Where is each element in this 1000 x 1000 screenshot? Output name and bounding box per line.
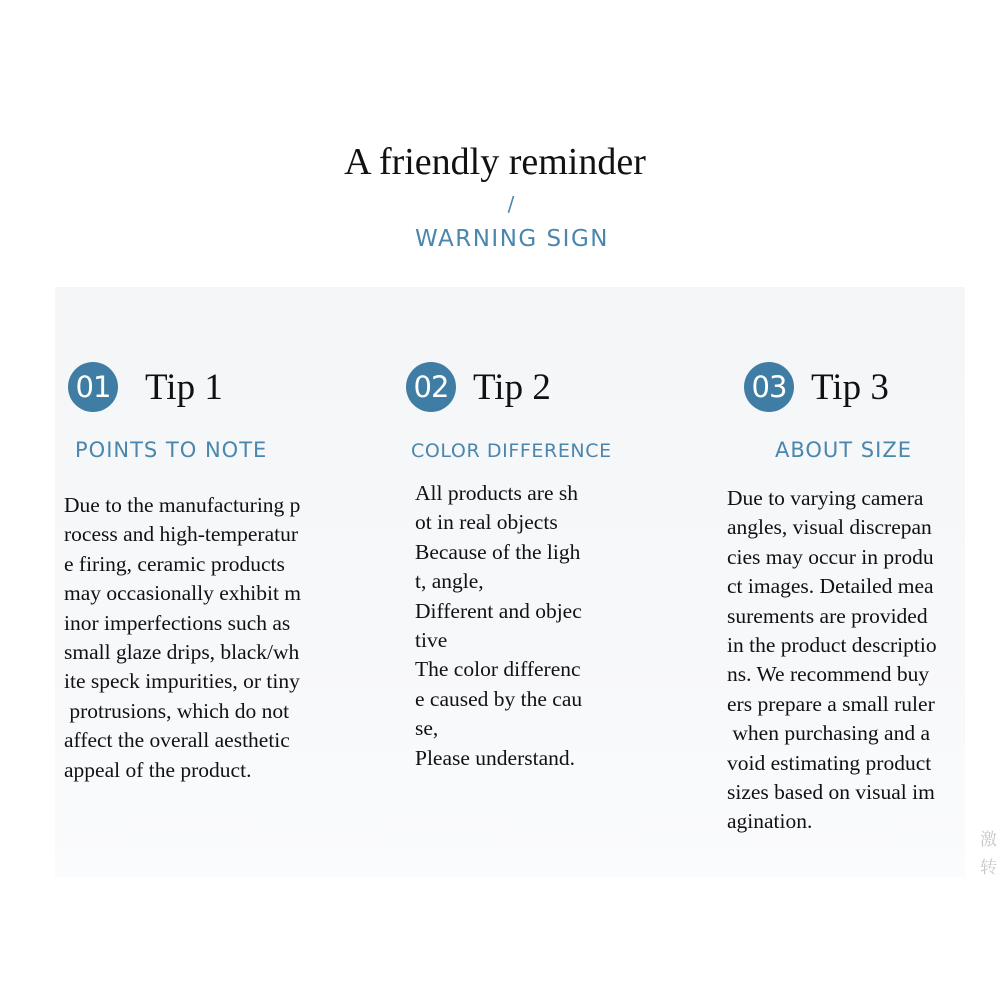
title-divider: / — [507, 192, 515, 216]
tip-3-body: Due to varying camera angles, visual discrepan cies may occur in produ ct images. Detailed mea surements are provided in the product descriptio ns. We recommend buy ers prepare a small ruler when purchasing and a void estimating product sizes based on visual im agination. — [727, 486, 937, 834]
tip-3-label: Tip 3 — [811, 366, 889, 408]
tip-1-number-badge: 01 — [68, 362, 118, 412]
tip-3-number-badge: 03 — [744, 362, 794, 412]
watermark-line-2: 转 — [980, 858, 997, 878]
tip-1-subtitle: POINTS TO NOTE — [75, 438, 268, 462]
tip-1-label: Tip 1 — [145, 366, 223, 408]
tip-2-subtitle: COLOR DIFFERENCE — [411, 440, 612, 462]
watermark — [980, 826, 1000, 882]
tip-3-header — [744, 362, 889, 412]
watermark-line-1: 激 — [980, 830, 997, 850]
tip-2-label: Tip 2 — [473, 366, 551, 408]
tip-1-header — [68, 362, 223, 412]
tip-2-number-badge: 02 — [406, 362, 456, 412]
page-subtitle: WARNING SIGN — [415, 226, 609, 252]
tip-2-body: All products are sh ot in real objects Because of the ligh t, angle, Different and objec tive The color differenc e caused by the cau se, Please understand. — [415, 481, 583, 770]
tip-3-subtitle: ABOUT SIZE — [775, 438, 912, 462]
tip-2-header — [406, 362, 551, 412]
tip-1-body: Due to the manufacturing p rocess and high-temperatur e firing, ceramic products may occasionally exhibit m inor imperfections such as small glaze drips, black/wh ite speck impurities, or tiny protrusions, which do not affect the overall aesthetic appeal of the product. — [64, 493, 302, 782]
page-title: A friendly reminder — [344, 141, 646, 183]
